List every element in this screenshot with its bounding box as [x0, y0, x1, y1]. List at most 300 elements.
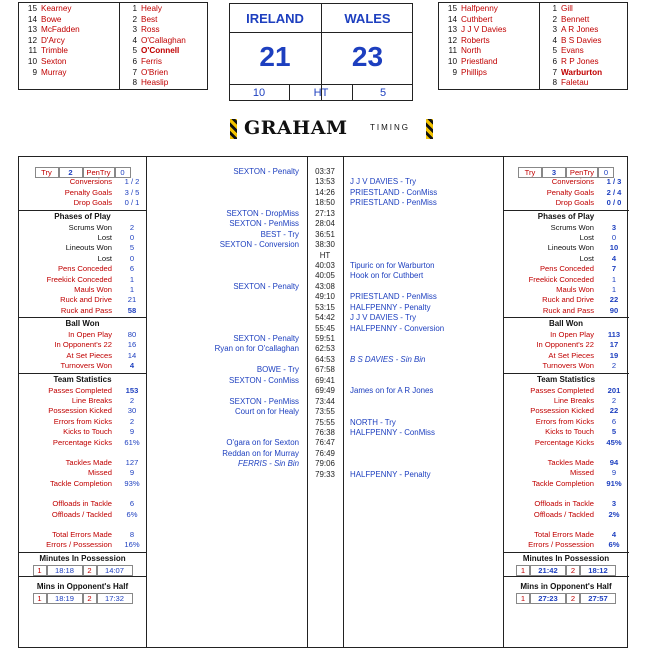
stat-label: Total Errors Made [534, 529, 594, 539]
event-time: 73:44 [315, 396, 335, 406]
stat-label: Turnovers Won [60, 361, 112, 371]
home-ht-score: 10 [252, 87, 266, 99]
event-row [148, 167, 488, 177]
player-name: Cuthbert [461, 14, 493, 24]
stat-label: Errors / Possession [46, 540, 112, 550]
stat-row-open-play [504, 330, 628, 340]
player-name: Evans [561, 46, 584, 56]
lineup-row [123, 57, 208, 68]
event-away: J J V DAVIES - Try [350, 313, 417, 323]
player-name: Kearney [41, 4, 72, 13]
stat-row-penalty-goals [504, 188, 628, 198]
player-number: 8 [552, 78, 557, 88]
stat-value: 91% [606, 478, 622, 488]
player-name: R P Jones [561, 56, 599, 66]
event-row [148, 470, 488, 480]
event-row [148, 449, 488, 459]
event-away: NORTH - Try [350, 417, 396, 427]
stat-row-possession-kicked [504, 406, 628, 416]
player-number: 9 [452, 67, 457, 77]
player-number: 2 [552, 14, 557, 24]
stat-value: 80 [127, 330, 137, 340]
away-ht-score: 5 [379, 87, 387, 99]
section-title: Phases of Play [54, 211, 111, 221]
player-number: 3 [132, 25, 137, 35]
stat-row-open-play [19, 330, 146, 340]
player-number: 10 [447, 56, 457, 66]
stat-label: Missed [569, 468, 594, 478]
stat-row-set-pieces [19, 351, 146, 361]
mins-cell: 17:32 [97, 593, 133, 604]
match-events-timeline [148, 167, 488, 480]
logo-suffix: TIMING [370, 123, 410, 132]
event-away: B S DAVIES - Sin Bin [350, 354, 426, 364]
stat-value: 5 [129, 243, 135, 253]
stat-label: In Opponent's 22 [536, 340, 594, 350]
section-title: Minutes In Possession [39, 553, 126, 563]
event-time: 13:53 [315, 177, 335, 187]
stat-row-tackles-made [504, 458, 628, 468]
stat-label: Pens Conceded [539, 264, 594, 274]
player-name: Trimble [41, 46, 68, 56]
stat-value: 14 [127, 350, 137, 360]
stat-value: 3 [611, 499, 617, 509]
stat-value: 2 [129, 222, 135, 232]
event-time: 76:38 [315, 427, 335, 437]
event-time: 54:42 [315, 313, 335, 323]
player-number: 6 [552, 56, 557, 66]
lineup-row [443, 15, 538, 26]
player-number: 8 [132, 78, 137, 88]
stat-row-penalty-goals [19, 188, 146, 198]
ireland-lineup [18, 2, 208, 90]
stat-value: 0 / 0 [606, 198, 622, 208]
stat-label: Mauls Won [74, 284, 112, 294]
player-name: Roberts [461, 35, 490, 45]
stat-label: Possession Kicked [48, 406, 112, 416]
section-title: Team Statistics [53, 374, 112, 384]
stat-value: 9 [611, 468, 617, 478]
lineup-row [23, 68, 118, 79]
event-time: 64:53 [315, 354, 335, 364]
stat-value: 6% [126, 509, 138, 519]
player-name: J J V Davies [461, 25, 507, 35]
player-number: 7 [132, 67, 137, 77]
stat-label: Conversions [69, 177, 112, 187]
lineup-row [123, 36, 208, 47]
stat-row-tackles-made [19, 458, 146, 468]
stat-row-ruck-drive [19, 295, 146, 305]
stat-value: 2% [608, 509, 620, 519]
player-name: Bennett [561, 14, 590, 24]
event-time: 62:53 [315, 344, 335, 354]
stat-label: Scrums Won [550, 222, 594, 232]
event-away: PRIESTLAND - ConMiss [350, 187, 438, 197]
event-row [148, 438, 488, 448]
stat-label: Mauls Won [556, 284, 594, 294]
stat-label: Tackle Completion [49, 478, 112, 488]
event-home: SEXTON - DropMiss [226, 208, 299, 218]
lineup-row [443, 57, 538, 68]
stat-row-passes-completed [19, 386, 146, 396]
event-time: 43:08 [315, 281, 335, 291]
stat-row-mauls-won [19, 285, 146, 295]
stat-value: 1 / 3 [606, 177, 622, 187]
stat-value: 2 [129, 416, 135, 426]
lineup-row [123, 46, 208, 57]
event-away: HALFPENNY - ConMiss [350, 427, 435, 437]
lineup-row [543, 4, 628, 15]
hazard-stripe-left-icon [230, 119, 237, 139]
player-name: Phillips [461, 67, 487, 77]
stat-row-lineouts-lost [19, 254, 146, 264]
player-number: 12 [447, 35, 457, 45]
event-time: 76:47 [315, 438, 335, 448]
stat-label: Penalty Goals [64, 187, 112, 197]
stat-label: Ruck and Pass [60, 305, 112, 315]
player-number: 12 [27, 35, 37, 45]
event-row [148, 418, 488, 428]
event-time: 03:37 [315, 167, 335, 176]
wales-backs-list [443, 4, 538, 78]
graham-timing-logo [230, 117, 435, 141]
event-row [148, 407, 488, 417]
player-number: 2 [132, 14, 137, 24]
stat-value: 1 [129, 274, 135, 284]
try-row [504, 167, 628, 177]
stat-row-total-errors [19, 530, 146, 540]
stat-label: Conversions [551, 177, 594, 187]
stat-label: Penalty Goals [546, 187, 594, 197]
event-away: Hook on for Cuthbert [350, 271, 424, 281]
stat-value: 16 [127, 340, 137, 350]
stat-row-offloads-tackled [19, 510, 146, 520]
event-time: 55:45 [315, 323, 335, 333]
section-title: Phases of Play [537, 211, 595, 221]
stat-row-ruck-pass [19, 306, 146, 316]
stat-row-pens-conceded [19, 264, 146, 274]
player-name: Gill [561, 4, 573, 13]
player-number: 14 [27, 14, 37, 24]
player-number: 14 [447, 14, 457, 24]
player-number: 11 [28, 46, 37, 56]
event-row [148, 365, 488, 375]
stat-row-errors-kicks [504, 417, 628, 427]
stat-row-freekick-conceded [19, 275, 146, 285]
try-cell: PenTry [566, 167, 598, 178]
stat-value: 1 / 2 [124, 177, 140, 187]
mins-cell: 1 [516, 565, 530, 576]
event-home: BEST - Try [260, 229, 299, 239]
stat-row-tackles-missed [19, 468, 146, 478]
stat-label: Ruck and Drive [60, 295, 112, 305]
stat-label: Freekick Conceded [46, 274, 112, 284]
lineup-row [543, 78, 628, 89]
lineup-row [443, 68, 538, 79]
event-row [148, 313, 488, 323]
player-number: 10 [27, 56, 37, 66]
stat-label: Errors from Kicks [535, 416, 594, 426]
player-number: 5 [552, 46, 557, 56]
away-team-name: WALES [344, 11, 391, 26]
stat-label: Total Errors Made [52, 529, 112, 539]
stat-row-opp22 [19, 340, 146, 350]
spacer [19, 520, 146, 530]
stat-label: Offloads / Tackled [51, 509, 112, 519]
stat-value: 5 [611, 427, 617, 437]
player-name: Sexton [41, 56, 67, 66]
stat-label: Offloads / Tackled [533, 509, 594, 519]
ht-label: HT [313, 87, 329, 99]
lineup-row [543, 57, 628, 68]
stat-label: Errors / Possession [528, 540, 594, 550]
stat-label: Lineouts Won [65, 243, 112, 253]
stat-label: Possession Kicked [530, 406, 594, 416]
player-name: B S Davies [561, 35, 602, 45]
event-time: 69:49 [315, 386, 335, 396]
home-score: 21 [259, 41, 291, 72]
player-number: 11 [448, 46, 457, 56]
stat-label: Offloads in Tackle [52, 499, 112, 509]
stat-label: Tackles Made [547, 457, 594, 467]
stat-label: Percentage Kicks [52, 437, 112, 447]
player-name: Ferris [141, 56, 162, 66]
logo-brand: GRAHAM [244, 117, 348, 139]
player-name: Ross [141, 25, 160, 35]
hazard-stripe-right-icon [426, 119, 433, 139]
stat-row-tackles-missed [504, 468, 628, 478]
stat-row-line-breaks [19, 396, 146, 406]
player-name: North [461, 46, 482, 56]
opp-half-row [19, 593, 146, 603]
try-cell: 2 [59, 167, 83, 178]
stat-row-pct-kicks [19, 438, 146, 448]
event-time: HT [319, 250, 331, 260]
player-number: 1 [132, 4, 137, 13]
stat-label: Missed [87, 468, 112, 478]
ireland-forwards-list [123, 4, 208, 89]
mins-cell: 1 [33, 565, 47, 576]
away-score: 23 [351, 41, 384, 72]
player-name: Heaslip [141, 78, 169, 88]
stat-value: 6% [608, 540, 620, 550]
stat-value: 2 [611, 361, 617, 371]
stat-row-ruck-pass [504, 306, 628, 316]
stat-label: Scrums Won [68, 222, 112, 232]
stat-row-errors-possession [504, 540, 628, 550]
event-away: James on for A R Jones [350, 386, 434, 396]
mins-cell: 2 [566, 565, 580, 576]
event-home: SEXTON - Penalty [233, 167, 299, 176]
event-row [148, 240, 488, 250]
stat-row-offloads-tackle [19, 499, 146, 509]
wales-lineup [438, 2, 628, 90]
stat-row-offloads-tackle [504, 499, 628, 509]
event-time: 79:33 [315, 469, 335, 479]
player-number: 7 [552, 67, 557, 77]
event-row [148, 271, 488, 281]
event-row [148, 428, 488, 438]
try-cell: 0 [598, 167, 614, 178]
wales-stats-panel [504, 167, 628, 604]
stat-row-pens-conceded [504, 264, 628, 274]
event-row [148, 303, 488, 313]
stat-label: Passes Completed [48, 385, 112, 395]
lineup-row [23, 4, 118, 15]
stat-label: Lineouts Won [547, 243, 594, 253]
wales-forwards-list [543, 4, 628, 89]
event-away: PRIESTLAND - PenMiss [350, 198, 437, 208]
stat-label: Turnovers Won [542, 361, 594, 371]
stat-value: 61% [124, 437, 140, 447]
ireland-stats-panel [19, 167, 146, 604]
stat-value: 9 [129, 427, 135, 437]
event-row [148, 261, 488, 271]
mins-cell: 14:07 [97, 565, 133, 576]
event-time: 36:51 [315, 229, 335, 239]
event-time: 67:58 [315, 365, 335, 375]
stat-value: 4 [129, 361, 135, 371]
stat-value: 93% [124, 478, 140, 488]
player-number: 9 [32, 67, 37, 77]
player-number: 13 [27, 25, 37, 35]
stat-row-tackle-completion [19, 479, 146, 489]
event-row [148, 198, 488, 208]
mins-cell: 21:42 [530, 565, 566, 576]
mins-cell: 1 [33, 593, 47, 604]
stat-row-errors-possession [19, 540, 146, 550]
event-home: SEXTON - PenMiss [229, 396, 299, 406]
player-name: McFadden [41, 25, 80, 35]
stat-label: Tackle Completion [531, 478, 594, 488]
event-home: BOWE - Try [256, 365, 299, 375]
lineup-row [543, 46, 628, 57]
player-number: 6 [132, 56, 137, 66]
stat-label: In Open Play [550, 330, 594, 340]
event-time: 75:55 [315, 417, 335, 427]
lineup-row [443, 4, 538, 15]
player-name: Priestland [461, 56, 498, 66]
event-away: Tipuric on for Warburton [350, 260, 435, 270]
section-title: Minutes In Possession [522, 553, 610, 563]
stat-label: Lost [579, 232, 594, 242]
stat-value: 17 [609, 340, 619, 350]
stat-row-ruck-drive [504, 295, 628, 305]
stat-value: 6 [129, 264, 135, 274]
stat-value: 22 [609, 406, 619, 416]
stat-label: Line Breaks [553, 396, 594, 406]
player-number: 13 [447, 25, 457, 35]
stat-value: 2 [611, 396, 617, 406]
mins-cell: 18:19 [47, 593, 83, 604]
player-number: 1 [552, 4, 557, 13]
event-away: HALFPENNY - Penalty [350, 469, 431, 479]
event-home: Ryan on for O'callaghan [214, 344, 299, 354]
try-cell: PenTry [83, 167, 115, 178]
stat-label: Kicks to Touch [545, 427, 594, 437]
player-number: 5 [132, 46, 137, 56]
event-row [148, 282, 488, 292]
stat-row-offloads-tackled [504, 510, 628, 520]
stat-label: Percentage Kicks [534, 437, 594, 447]
spacer [19, 489, 146, 499]
stat-row-line-breaks [504, 396, 628, 406]
event-row [148, 376, 488, 386]
stat-label: Lost [97, 253, 112, 263]
stat-row-possession-kicked [19, 406, 146, 416]
stat-value: 0 [611, 232, 617, 242]
stat-label: Drop Goals [555, 198, 594, 208]
event-row [148, 334, 488, 344]
stat-value: 8 [129, 529, 135, 539]
stat-row-scrums-won [504, 223, 628, 233]
stat-label: In Opponent's 22 [54, 340, 112, 350]
stat-value: 4 [611, 529, 617, 539]
stat-value: 0 [129, 253, 135, 263]
stat-row-scrums-lost [19, 233, 146, 243]
stat-label: At Set Pieces [548, 350, 594, 360]
stat-value: 1 [611, 274, 617, 284]
stat-value: 6 [129, 499, 135, 509]
stat-value: 30 [127, 406, 137, 416]
stat-label: Kicks to Touch [63, 427, 112, 437]
stat-row-scrums-lost [504, 233, 628, 243]
event-time: 18:50 [315, 198, 335, 208]
event-row [148, 386, 488, 396]
mins-cell: 2 [83, 565, 97, 576]
try-cell: Try [35, 167, 59, 178]
mins-cell: 1 [516, 593, 530, 604]
stat-value: 153 [125, 385, 139, 395]
stat-value: 201 [607, 385, 621, 395]
event-home: SEXTON - ConMiss [228, 375, 299, 385]
player-name: D'Arcy [41, 35, 65, 45]
stat-value: 3 [611, 222, 617, 232]
event-time: 28:04 [315, 219, 335, 229]
stat-value: 94 [609, 457, 619, 467]
player-number: 15 [447, 4, 457, 13]
stat-value: 22 [609, 295, 619, 305]
stat-label: Tackles Made [65, 457, 112, 467]
stat-label: Drop Goals [73, 198, 112, 208]
stat-value: 6 [611, 416, 617, 426]
stat-value: 9 [129, 468, 135, 478]
lineup-row [543, 36, 628, 47]
stat-value: 10 [609, 243, 619, 253]
possession-row [504, 565, 628, 575]
event-home: Reddan on for Murray [222, 448, 299, 458]
stat-label: Passes Completed [530, 385, 594, 395]
stat-value: 3 / 5 [124, 187, 140, 197]
event-home: O'gara on for Sexton [226, 438, 299, 448]
section-title: Mins in Opponent's Half [520, 582, 612, 592]
stat-row-lineouts-won [19, 243, 146, 253]
lineup-row [443, 25, 538, 36]
stat-value: 21 [127, 295, 137, 305]
stat-row-freekick-conceded [504, 275, 628, 285]
event-home: FERRIS - Sin Bin [238, 459, 299, 469]
stat-row-conversions [19, 177, 146, 187]
event-time: 14:26 [315, 187, 335, 197]
mins-cell: 2 [83, 593, 97, 604]
stat-value: 1 [611, 284, 617, 294]
stat-label: Offloads in Tackle [534, 499, 594, 509]
spacer [504, 520, 628, 530]
stat-value: 0 [129, 232, 135, 242]
stat-label: At Set Pieces [66, 350, 112, 360]
player-name: Best [141, 14, 158, 24]
mins-cell: 27:23 [530, 593, 566, 604]
